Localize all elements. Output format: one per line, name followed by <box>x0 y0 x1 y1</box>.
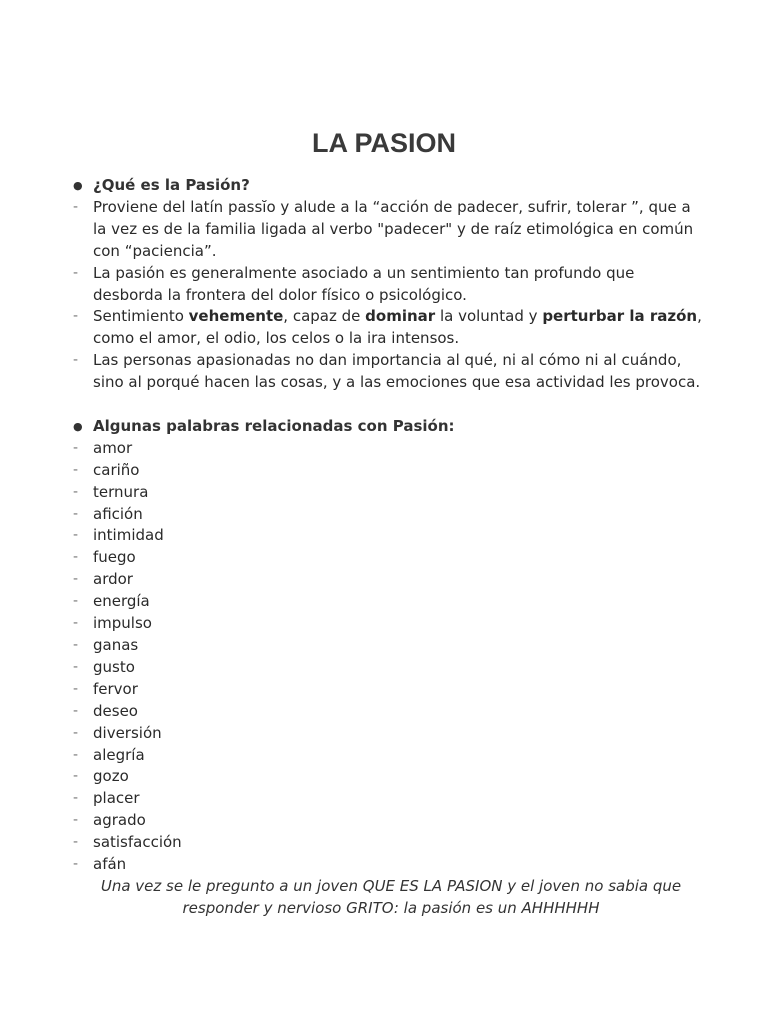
dash-marker: - <box>73 549 79 566</box>
spacer <box>72 394 702 416</box>
text-span: , como el amor, el odio, los celos o la ira intensos. <box>93 307 702 348</box>
section-heading-palabras <box>72 416 702 438</box>
text-span: la voluntad y <box>435 307 543 326</box>
definition-item <box>72 306 702 350</box>
dash-marker: - <box>73 593 79 610</box>
word-text: fervor <box>93 679 138 698</box>
word-text: diversión <box>93 723 162 742</box>
dash-marker: - <box>73 571 79 588</box>
text-span: La pasión es generalmente asociado a un sentimiento tan profundo que desborda la frontera del dolor físico o psicológico. <box>93 263 635 304</box>
word-text: placer <box>93 789 140 808</box>
list-item <box>72 613 702 635</box>
definition-item <box>72 197 702 263</box>
text-span: , capaz de <box>283 307 366 326</box>
list-item <box>72 766 702 788</box>
text-span: Proviene del latín passĭo y alude a la “acción de padecer, sufrir, tolerar ”, que a la vez es de la familia ligada al verbo "padecer" y de raíz etimológica en común con “paciencia”. <box>93 197 694 260</box>
bullet-icon: ● <box>73 419 83 433</box>
dash-marker: - <box>73 483 79 500</box>
definition-list <box>72 197 702 394</box>
dash-marker: - <box>73 658 79 675</box>
word-text: afición <box>93 504 143 523</box>
word-text: deseo <box>93 701 138 720</box>
bold-term: perturbar la razón <box>542 307 698 326</box>
dash-marker: - <box>73 680 79 697</box>
definition-item <box>72 350 702 394</box>
dash-marker: - <box>73 856 79 873</box>
word-text: afán <box>93 855 127 874</box>
list-item <box>72 547 702 569</box>
dash-marker: - <box>73 768 79 785</box>
dash-marker: - <box>73 198 79 215</box>
word-text: impulso <box>93 614 152 633</box>
list-item <box>72 438 702 460</box>
dash-marker: - <box>73 812 79 829</box>
dash-marker: - <box>73 264 79 281</box>
list-item <box>72 679 702 701</box>
bold-term: dominar <box>365 307 436 326</box>
word-text: gozo <box>93 767 129 786</box>
text-span: Sentimiento <box>93 307 189 326</box>
page-title: LA PASION <box>311 128 456 158</box>
word-text: amor <box>93 438 133 457</box>
document-body <box>72 175 702 920</box>
text-span: Las personas apasionadas no dan importancia al qué, ni al cómo ni al cuándo, sino al porqué hacen las cosas, y a las emociones que esa actividad les provoca. <box>93 351 701 392</box>
closing-quote <box>72 876 702 920</box>
dash-marker: - <box>73 834 79 851</box>
list-item <box>72 460 702 482</box>
list-item <box>72 591 702 613</box>
dash-marker: - <box>73 615 79 632</box>
word-text: intimidad <box>93 526 164 545</box>
dash-marker: - <box>73 352 79 369</box>
section-heading-que-es <box>72 175 702 197</box>
list-item <box>72 657 702 679</box>
definition-text <box>93 350 702 394</box>
bullet-icon: ● <box>73 179 83 192</box>
dash-marker: - <box>73 637 79 654</box>
dash-marker: - <box>73 308 79 325</box>
definition-item <box>72 263 702 307</box>
word-text: ganas <box>93 636 139 655</box>
dash-marker: - <box>73 439 79 456</box>
word-text: agrado <box>93 811 146 830</box>
word-text: gusto <box>93 657 135 676</box>
dash-marker: - <box>73 527 79 544</box>
section-heading-text: ¿Qué es la Pasión? <box>93 176 250 194</box>
definition-text <box>93 197 702 263</box>
dash-marker: - <box>73 702 79 719</box>
list-item <box>72 788 702 810</box>
word-text: satisfacción <box>93 833 182 852</box>
dash-marker: - <box>73 461 79 478</box>
list-item <box>72 810 702 832</box>
related-words-list <box>72 438 702 876</box>
word-text: ternura <box>93 482 149 501</box>
list-item <box>72 832 702 854</box>
quote-line: responder y nervioso GRITO: la pasión es un AHHHHHH <box>182 898 600 917</box>
dash-marker: - <box>73 746 79 763</box>
definition-text <box>93 263 702 307</box>
word-text: energía <box>93 592 150 611</box>
word-text: alegría <box>93 745 145 764</box>
list-item <box>72 482 702 504</box>
definition-text <box>93 306 702 350</box>
word-text: cariño <box>93 460 140 479</box>
dash-marker: - <box>73 505 79 522</box>
dash-marker: - <box>73 724 79 741</box>
list-item <box>72 504 702 526</box>
word-text: fuego <box>93 548 136 567</box>
dash-marker: - <box>73 790 79 807</box>
list-item <box>72 723 702 745</box>
list-item <box>72 525 702 547</box>
word-text: ardor <box>93 570 133 589</box>
section-heading-text: Algunas palabras relacionadas con Pasión: <box>93 416 455 435</box>
list-item <box>72 701 702 723</box>
bold-term: vehemente <box>188 307 284 326</box>
list-item <box>72 569 702 591</box>
list-item <box>72 635 702 657</box>
list-item <box>72 854 702 876</box>
quote-line: Una vez se le pregunto a un joven QUE ES LA PASION y el joven no sabia que <box>100 876 682 895</box>
list-item <box>72 745 702 767</box>
